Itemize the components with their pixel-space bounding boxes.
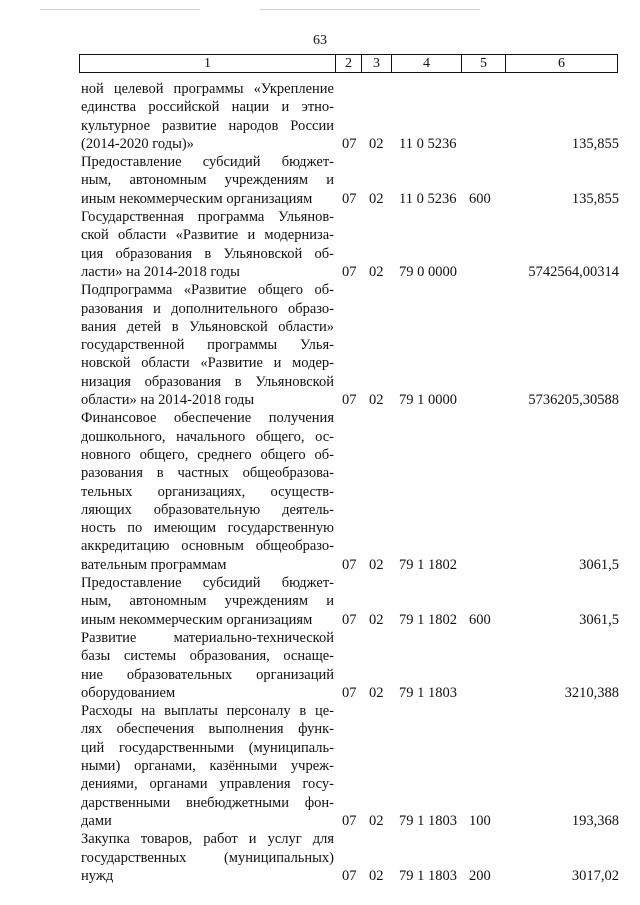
description-line: нужд [81, 867, 114, 884]
description-line: ние образовательных организаций [81, 666, 334, 683]
expense-type-code: 100 [469, 812, 491, 829]
amount: 193,368 [571, 812, 619, 829]
table-row [79, 702, 619, 830]
subsection-code: 02 [369, 263, 384, 280]
description-line: иным некоммерческим организациям [81, 190, 313, 207]
description-line: ным, автономным учреждениям и [81, 593, 334, 610]
description-line: ций государственными (муниципаль- [81, 739, 334, 756]
description-line: ными) органами, казёнными учреж- [81, 758, 334, 775]
section-code: 07 [342, 611, 357, 628]
description-line: дами [81, 812, 112, 829]
row-description [81, 208, 334, 281]
description-line: оборудованием [81, 684, 176, 701]
subsection-code: 02 [369, 135, 384, 152]
description-line: государственной программы Улья- [81, 337, 334, 354]
subsection-code: 02 [369, 190, 384, 207]
table-row [79, 281, 619, 409]
section-code: 07 [342, 392, 357, 409]
target-article-code: 79 1 1803 [399, 812, 457, 829]
expense-type-code: 600 [469, 190, 491, 207]
description-line: Государственная программа Ульянов- [81, 209, 334, 226]
column-header-2: 2 [336, 55, 362, 73]
subsection-code: 02 [369, 812, 384, 829]
expense-type-code: 200 [469, 867, 491, 884]
target-article-code: 79 1 1802 [399, 611, 457, 628]
description-line: разования и дополнительного образо- [81, 300, 334, 317]
description-line: Расходы на выплаты персоналу в це- [81, 703, 334, 720]
subsection-code: 02 [369, 611, 384, 628]
column-header-6: 6 [506, 55, 618, 73]
description-line: Предоставление субсидий бюджет- [81, 575, 334, 592]
amount: 5742564,00314 [528, 263, 619, 280]
description-line: аккредитацию основным общеобразо- [81, 538, 334, 555]
description-line: ным, автономным учреждениям и [81, 172, 334, 189]
description-line: Предоставление субсидий бюджет- [81, 154, 334, 171]
amount: 3017,02 [571, 867, 619, 884]
description-line: культурное развитие народов России [81, 117, 334, 134]
description-line: ласти» на 2014-2018 годы [81, 263, 240, 280]
subsection-code: 02 [369, 867, 384, 884]
amount: 3061,5 [579, 556, 619, 573]
target-article-code: 79 1 1802 [399, 556, 457, 573]
description-line: новской области «Развитие и модер- [81, 355, 334, 372]
amount: 135,855 [571, 135, 619, 152]
section-code: 07 [342, 684, 357, 701]
table-row [79, 830, 619, 885]
description-line: ной целевой программы «Укрепление [81, 81, 334, 97]
row-description [81, 281, 334, 409]
row-description [81, 80, 334, 153]
description-line: базы системы образования, оснаще- [81, 648, 334, 665]
amount: 3061,5 [579, 611, 619, 628]
column-header-3: 3 [362, 55, 392, 73]
row-description [81, 574, 334, 629]
description-line: вания детей в Ульяновской области» [81, 318, 334, 335]
description-line: новного общего, среднего общего об- [81, 446, 334, 463]
table-row [79, 208, 619, 281]
description-line: ность по имеющим государственную [81, 520, 334, 537]
section-code: 07 [342, 263, 357, 280]
row-description [81, 702, 334, 830]
row-description [81, 629, 334, 702]
subsection-code: 02 [369, 556, 384, 573]
target-article-code: 79 0 0000 [399, 263, 457, 280]
column-header-5: 5 [462, 55, 506, 73]
column-header-4: 4 [392, 55, 462, 73]
description-line: лях обеспечения выполнения функ- [81, 721, 334, 738]
description-line: дениями, органами управления госу- [81, 776, 334, 793]
column-header-row [80, 55, 618, 73]
description-line: вательным программам [81, 556, 227, 573]
target-article-code: 79 1 0000 [399, 392, 457, 409]
description-line: тельных организациях, осуществ- [81, 483, 334, 500]
description-line: ляющих образовательную деятель- [81, 501, 334, 518]
target-article-code: 11 0 5236 [399, 135, 457, 152]
amount: 3210,388 [564, 684, 619, 701]
section-code: 07 [342, 135, 357, 152]
target-article-code: 79 1 1803 [399, 684, 457, 701]
description-line: (2014-2020 годы)» [81, 135, 194, 152]
amount: 135,855 [571, 190, 619, 207]
amount: 5736205,30588 [528, 392, 619, 409]
section-code: 07 [342, 812, 357, 829]
description-line: дошкольного, начального общего, ос- [81, 428, 334, 445]
description-line: низация образования в Ульяновской [81, 373, 334, 390]
row-description [81, 409, 334, 574]
description-line: разования в частных общеобразова- [81, 465, 334, 482]
target-article-code: 11 0 5236 [399, 190, 457, 207]
scan-artifact [260, 9, 480, 10]
description-line: области» на 2014-2018 годы [81, 392, 255, 409]
description-line: Развитие материально-технической [81, 630, 334, 646]
section-code: 07 [342, 556, 357, 573]
description-line: ской области «Развитие и модерниза- [81, 227, 334, 244]
description-line: дарственными внебюджетными фон- [81, 794, 334, 811]
column-header-1: 1 [80, 55, 336, 73]
table-row [79, 80, 619, 153]
description-line: Финансовое обеспечение получения [81, 410, 334, 427]
table-row [79, 574, 619, 629]
column-header-table [79, 54, 618, 73]
scan-artifact [40, 9, 200, 10]
target-article-code: 79 1 1803 [399, 867, 457, 884]
table-row [79, 153, 619, 208]
description-line: Подпрограмма «Развитие общего об- [81, 282, 334, 299]
subsection-code: 02 [369, 392, 384, 409]
expense-type-code: 600 [469, 611, 491, 628]
row-description [81, 830, 334, 885]
description-line: единства российской нации и этно- [81, 99, 334, 116]
description-line: государственных (муниципальных) [81, 849, 334, 866]
description-line: Закупка товаров, работ и услуг для [81, 831, 334, 848]
table-row [79, 409, 619, 574]
table-row [79, 629, 619, 702]
description-line: иным некоммерческим организациям [81, 611, 313, 628]
page-number: 63 [313, 33, 327, 48]
subsection-code: 02 [369, 684, 384, 701]
section-code: 07 [342, 867, 357, 884]
description-line: ция образования в Ульяновской об- [81, 245, 334, 262]
section-code: 07 [342, 190, 357, 207]
row-description [81, 153, 334, 208]
